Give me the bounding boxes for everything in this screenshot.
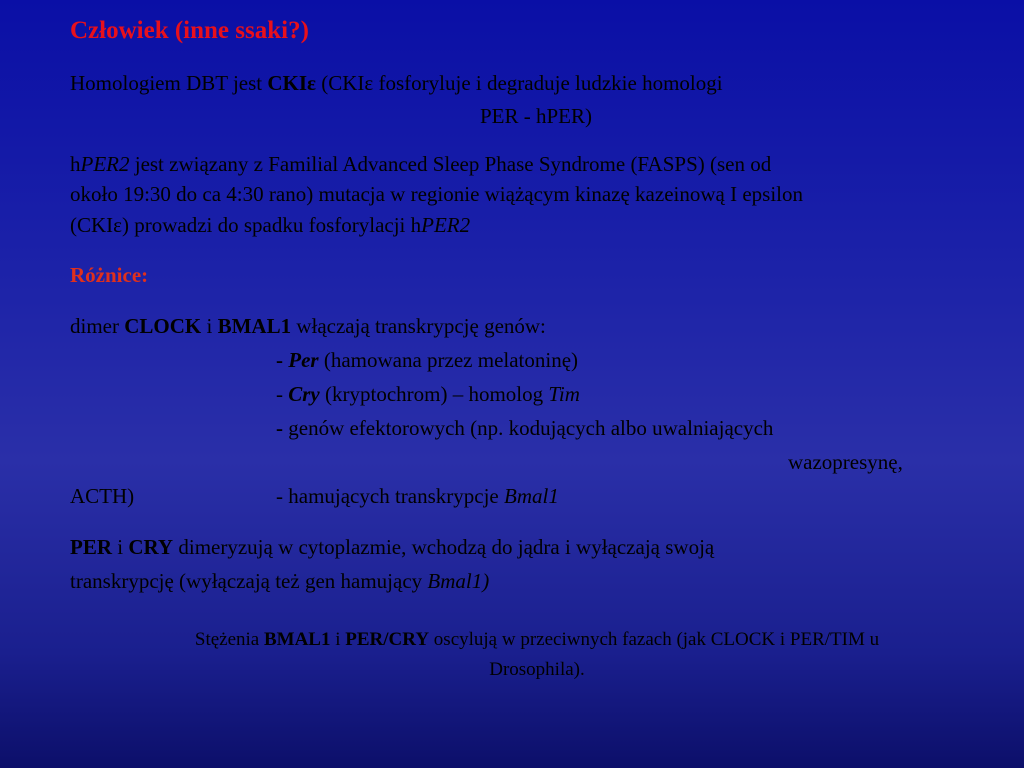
dash: -: [276, 382, 289, 406]
text: i: [201, 314, 218, 338]
text: h: [70, 152, 81, 176]
paragraph-per2-line3: [70, 215, 470, 236]
text: (CKIε fosforyluje i degraduje ludzkie homologi: [316, 71, 723, 95]
paragraph-per2-line2: około 19:30 do ca 4:30 rano) mutacja w regionie wiążącym kinazę kazeinową I epsilon: [70, 182, 803, 206]
paragraph-per2-line1: [70, 154, 771, 175]
bmal1-bold: BMAL1: [263, 629, 331, 650]
text: i: [330, 629, 346, 650]
paragraph-dbt-line2: PER - hPER): [480, 104, 593, 128]
per-cry-bold: PER/CRY: [345, 629, 430, 650]
dash: -: [276, 416, 289, 440]
per-bold-italic: Per: [288, 348, 319, 372]
per2-italic: PER2: [80, 152, 130, 176]
text: - hamujących transkrypcje: [276, 484, 504, 508]
ckie-bold: CKIε: [267, 71, 317, 95]
list-item-effector-line3: ACTH): [70, 484, 135, 508]
list-item-effector-line1: [276, 418, 773, 439]
bmal1-italic: Bmal1: [504, 484, 559, 508]
paragraph-dbt-line1: [70, 73, 723, 94]
tim-italic: Tim: [548, 382, 580, 406]
bmal1-bold: BMAL1: [217, 314, 292, 338]
paragraph-per-cry-line1: [70, 537, 714, 558]
per-bold: PER: [70, 535, 112, 559]
text: transkrypcję (wyłączają też gen hamujący: [70, 569, 428, 593]
dash: -: [276, 348, 289, 372]
per2-italic: PER2: [421, 213, 471, 237]
text: (kryptochrom) – homolog: [319, 382, 549, 406]
paragraph-clock-bmal1: [70, 316, 546, 337]
paragraph-concentrations-line2: Drosophila).: [489, 659, 585, 680]
text: (hamowana przez melatoninę): [318, 348, 579, 372]
paragraph-concentrations-line1: [0, 630, 1024, 649]
list-item-cry: [276, 384, 580, 405]
cry-bold-italic: Cry: [288, 382, 320, 406]
slide-title: Człowiek (inne ssaki?): [70, 17, 309, 44]
bmal1-italic: Bmal1): [427, 569, 490, 593]
cry-bold: CRY: [128, 535, 174, 559]
list-item-inhibiting: [276, 486, 559, 507]
text: Stężenia: [194, 629, 264, 650]
text: genów efektorowych (np. kodujących albo uwalniających: [288, 416, 774, 440]
clock-bold: CLOCK: [124, 314, 202, 338]
text: Homologiem DBT jest: [70, 71, 268, 95]
text: dimer: [70, 314, 125, 338]
text: włączają transkrypcję genów:: [291, 314, 546, 338]
text: i: [112, 535, 129, 559]
paragraph-per-cry-line2: [70, 571, 489, 592]
list-item-effector-line2: wazopresynę,: [788, 450, 903, 474]
text: dimeryzują w cytoplazmie, wchodzą do jądra i wyłączają swoją: [173, 535, 715, 559]
text: (CKIε) prowadzi do spadku fosforylacji h: [70, 213, 422, 237]
differences-heading: Różnice:: [70, 263, 149, 287]
list-item-per: [276, 350, 578, 371]
text: jest związany z Familial Advanced Sleep Phase Syndrome (FASPS) (sen od: [129, 152, 772, 176]
text: oscylują w przeciwnych fazach (jak CLOCK i PER/TIM u: [429, 629, 880, 650]
